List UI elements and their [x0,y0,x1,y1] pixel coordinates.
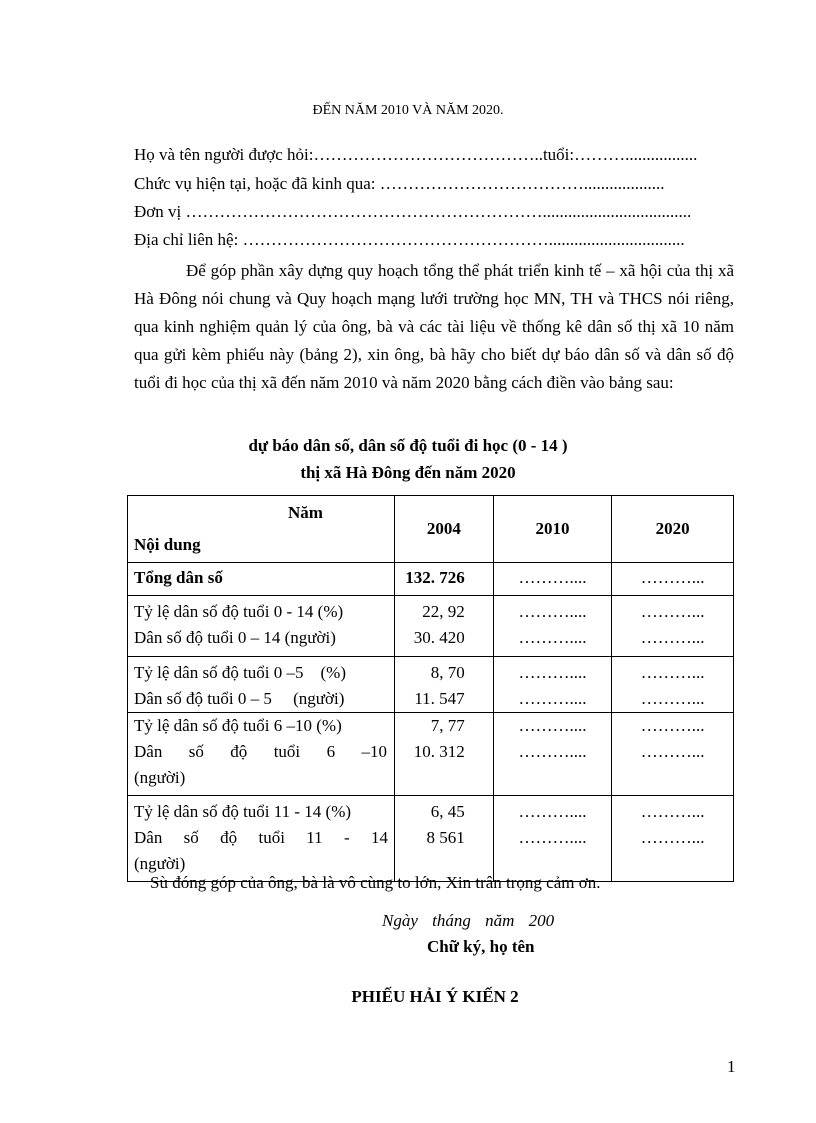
address-field: Địa chỉ liên hệ: ………………………………………………................................ [134,230,685,249]
table-header-row [128,496,734,563]
blank-dots: ……….... [518,663,587,682]
page-number: 1 [727,1057,736,1076]
date-line: Ngày tháng năm 200 [382,911,555,930]
pop-11-14-label: Dân số độ tuổi 11 - 14 (người) [134,828,388,873]
position-field: Chức vụ hiện tại, hoặc đã kinh qua: ………………………………................... [134,174,665,193]
pop-0-14-label: Dân số độ tuổi 0 – 14 (người) [134,628,336,647]
blank-dots: ………... [640,602,705,621]
year-2010-header: 2010 [493,496,612,563]
blank-dots: ……….... [518,802,587,821]
pop-0-5-label: Dân số độ tuổi 0 – 5 (người) [134,689,345,708]
blank-dots: ……….... [518,716,587,735]
pop-0-14-value: 30. 420 [413,628,465,647]
pop-6-10-value: 10. 312 [413,742,465,761]
population-forecast-table [127,495,734,882]
year-2004-header: 2004 [394,496,493,563]
blank-dots: ………... [640,802,705,821]
pop-11-14-value: 8 561 [426,828,465,847]
unit-field: Đơn vị ………………………………………………………................................... [134,202,692,221]
rate-0-5-value: 8, 70 [430,663,465,682]
document-heading: ĐẾN NĂM 2010 VÀ NĂM 2020. [312,103,504,118]
table-title-line1: dự báo dân số, dân số độ tuổi đi học (0 - 14 ) [248,436,568,455]
rate-11-14-label: Tỷ lệ dân số độ tuổi 11 - 14 (%) [134,802,352,821]
rate-0-5-label: Tỷ lệ dân số độ tuổi 0 –5 (%) [134,663,346,682]
blank-dots: ……….... [518,828,587,847]
rate-11-14-value: 6, 45 [430,802,465,821]
blank-dots: ……….... [518,628,587,647]
rate-6-10-label: Tỷ lệ dân số độ tuổi 6 –10 (%) [134,716,342,735]
total-population-2020-blank: ………... [612,563,734,596]
rate-0-14-value: 22, 92 [422,602,465,621]
header-year-label: Năm [288,503,323,522]
total-population-2010-blank: ……….... [493,563,612,596]
table-row [128,713,734,796]
blank-dots: ……….... [518,602,587,621]
rate-6-10-value: 7, 77 [430,716,465,735]
blank-dots: ……….... [518,742,587,761]
blank-dots: ………... [640,663,705,682]
table-row [128,796,734,882]
total-population-2004: 132. 726 [394,563,493,596]
blank-dots: ……….... [518,689,587,708]
pop-6-10-label: Dân số độ tuổi 6 –10 (người) [134,742,387,787]
intro-paragraph: Để góp phần xây dựng quy hoạch tổng thể phát triển kinh tế – xã hội của thị xã Hà Đông nói chung và Quy hoạch mạng lưới trường học MN, TH và THCS nói riêng, qua kinh nghiệm quản lý của ông, bà và các tài liệu về thống kê dân số thị xã 10 năm qua gửi kèm phiếu này (bảng 2), xin ông, bà hãy cho biết dự báo dân số và dân số độ tuổi đi học của thị xã đến năm 2010 và năm 2020 bằng cách điền vào bảng sau: [134,261,734,392]
rate-0-14-label: Tỷ lệ dân số độ tuổi 0 - 14 (%) [134,602,344,621]
header-diagonal-cell [128,496,395,563]
table-title-line2: thị xã Hà Đông đến năm 2020 [300,463,516,482]
table-row [128,596,734,657]
respondent-name-field: Họ và tên người được hỏi:…………………………………..tuổi:………................. [134,145,698,164]
signature-label: Chữ ký, họ tên [427,937,535,956]
table-row [128,657,734,713]
table-row [128,563,734,596]
blank-dots: ………... [640,628,705,647]
thanks-note: Sù đóng góp của ông, bà là vô cùng to lớn, Xin trân trọng cảm ơn. [150,873,601,892]
pop-0-5-value: 11. 547 [414,689,465,708]
header-content-label: Nội dung [134,535,201,554]
total-population-label: Tổng dân số [128,563,395,596]
blank-dots: ………... [640,689,705,708]
survey-title: PHIẾU HẢI Ý KIẾN 2 [351,987,519,1006]
blank-dots: ………... [640,828,705,847]
blank-dots: ………... [640,716,705,735]
year-2020-header: 2020 [612,496,734,563]
blank-dots: ………... [640,742,705,761]
